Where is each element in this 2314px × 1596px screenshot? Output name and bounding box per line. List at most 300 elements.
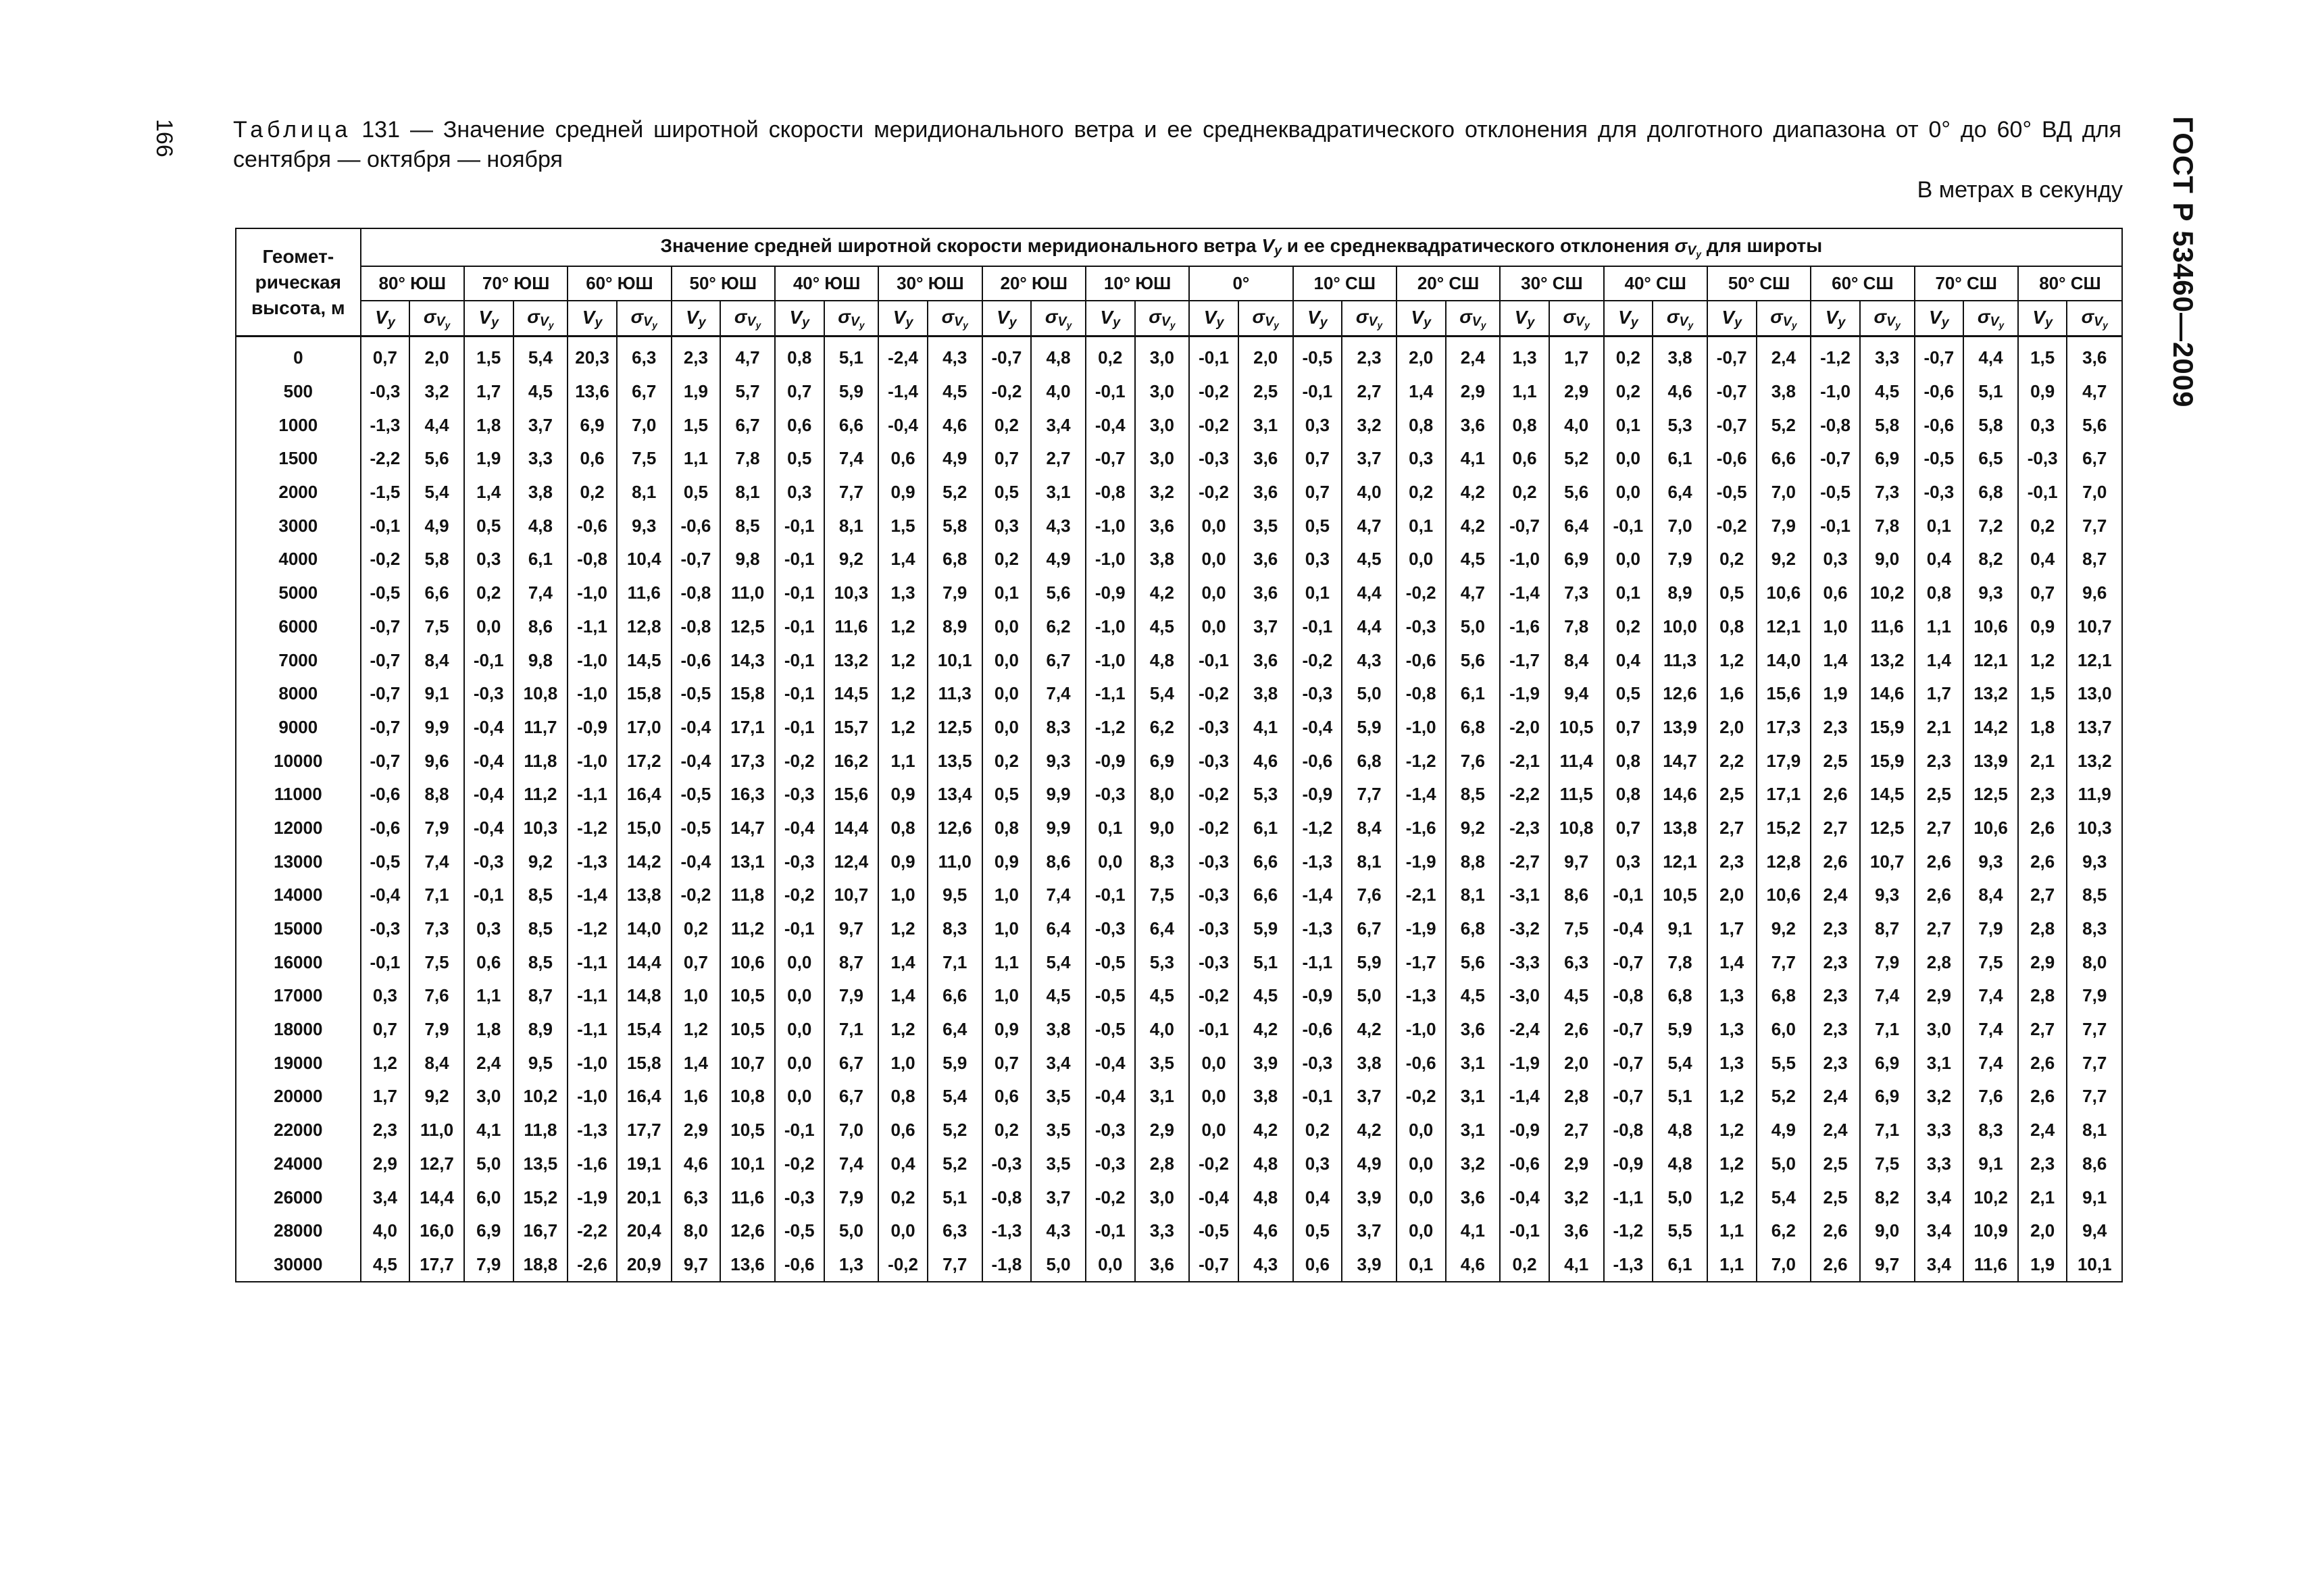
vy-cell: 0,6 <box>1293 1248 1342 1282</box>
table-row <box>236 408 2122 442</box>
sigma-cell: 3,7 <box>513 408 568 442</box>
vy-cell: -0,6 <box>568 509 617 543</box>
sigma-cell: 5,3 <box>1135 945 1190 979</box>
vy-cell: -0,4 <box>1604 912 1653 946</box>
sigma-cell: 5,4 <box>409 476 464 509</box>
sigma-cell: 12,7 <box>409 1147 464 1181</box>
height-cell: 12000 <box>236 812 361 845</box>
sigma-cell: 8,5 <box>2067 878 2122 912</box>
sigma-cell: 4,5 <box>1446 543 1501 576</box>
sigma-cell: 8,7 <box>2067 543 2122 576</box>
vy-cell: -0,1 <box>464 643 513 677</box>
vy-cell: -0,3 <box>361 375 410 409</box>
vy-cell: -0,3 <box>464 845 513 878</box>
vy-cell: 0,4 <box>1293 1180 1342 1214</box>
sigma-cell: 2,3 <box>1342 341 1397 375</box>
sigma-cell: 5,8 <box>928 509 982 543</box>
vy-cell: 1,0 <box>982 912 1032 946</box>
sigma-cell: 7,8 <box>720 442 775 476</box>
group-header <box>361 228 2122 266</box>
vy-cell: -0,6 <box>672 509 721 543</box>
sigma-cell: 4,0 <box>1135 1013 1190 1047</box>
vy-cell: 0,8 <box>775 341 824 375</box>
sigma-cell: 5,1 <box>1653 1080 1707 1114</box>
vy-cell: -0,6 <box>1397 643 1446 677</box>
latitude-header: 20° СШ <box>1397 266 1500 301</box>
sigma-vy-subheader: $\sigma_{V_y}$ <box>1653 301 1707 336</box>
vy-cell: 0,2 <box>878 1180 928 1214</box>
sigma-cell: 13,0 <box>2067 677 2122 711</box>
vy-cell: 4,1 <box>464 1114 513 1147</box>
vy-cell: -0,3 <box>775 845 824 878</box>
sigma-cell: 6,1 <box>1238 812 1293 845</box>
sigma-cell: 5,8 <box>409 543 464 576</box>
vy-cell: 2,3 <box>2018 1147 2067 1181</box>
vy-cell: 2,2 <box>1707 744 1757 778</box>
vy-cell: 2,3 <box>361 1114 410 1147</box>
sigma-cell: 10,2 <box>1963 1180 2018 1214</box>
vy-cell: -1,3 <box>1293 912 1342 946</box>
sigma-cell: 7,1 <box>1860 1013 1915 1047</box>
sigma-cell: 10,5 <box>720 979 775 1013</box>
sigma-cell: 12,1 <box>1963 643 2018 677</box>
table-row <box>236 543 2122 576</box>
sigma-cell: 8,1 <box>1342 845 1397 878</box>
sigma-cell: 7,7 <box>2067 1013 2122 1047</box>
sigma-cell: 4,1 <box>1446 442 1501 476</box>
vy-cell: -0,1 <box>775 1114 824 1147</box>
vy-cell: 0,0 <box>775 1080 824 1114</box>
vy-cell: 1,7 <box>361 1080 410 1114</box>
sigma-cell: 6,8 <box>1653 979 1707 1013</box>
vy-cell: 0,4 <box>1604 643 1653 677</box>
sigma-cell: 12,4 <box>824 845 879 878</box>
standard-header: ГОСТ Р 53460—2009 <box>2167 116 2199 408</box>
vy-cell: -0,6 <box>1293 1013 1342 1047</box>
sigma-cell: 5,3 <box>1238 778 1293 812</box>
sigma-cell: 8,1 <box>720 476 775 509</box>
height-header-line: Геомет- <box>262 245 334 267</box>
vy-cell: 0,2 <box>1604 610 1653 644</box>
sigma-cell: 7,8 <box>1653 945 1707 979</box>
vy-cell: 0,0 <box>982 610 1032 644</box>
vy-cell: 3,0 <box>1915 1013 1964 1047</box>
vy-cell: 2,3 <box>1811 1013 1860 1047</box>
vy-cell: -0,1 <box>1500 1214 1549 1248</box>
vy-cell: -0,2 <box>1293 643 1342 677</box>
sigma-cell: 4,5 <box>928 375 982 409</box>
height-cell: 15000 <box>236 912 361 946</box>
sigma-vy-subheader: $\sigma_{V_y}$ <box>1342 301 1397 336</box>
vy-cell: -0,3 <box>1189 912 1238 946</box>
vy-cell: -0,4 <box>672 744 721 778</box>
vy-cell: 0,3 <box>1293 1147 1342 1181</box>
sigma-cell: 7,3 <box>1549 576 1604 610</box>
sigma-cell: 6,6 <box>928 979 982 1013</box>
sigma-cell: 10,6 <box>1757 878 1811 912</box>
vy-cell: -0,1 <box>1086 375 1135 409</box>
sigma-cell: 4,6 <box>1238 744 1293 778</box>
sigma-cell: 4,7 <box>1342 509 1397 543</box>
sigma-cell: 14,5 <box>824 677 879 711</box>
sigma-cell: 6,4 <box>1135 912 1190 946</box>
sigma-cell: 10,5 <box>1653 878 1707 912</box>
vy-cell: 0,0 <box>775 945 824 979</box>
vy-cell: -1,1 <box>1604 1180 1653 1214</box>
sigma-cell: 3,4 <box>1031 1046 1086 1080</box>
sigma-cell: 12,1 <box>2067 643 2122 677</box>
vy-cell: -0,7 <box>1915 341 1964 375</box>
vy-cell: 0,4 <box>1915 543 1964 576</box>
table-row <box>236 744 2122 778</box>
vy-cell: 1,2 <box>878 677 928 711</box>
vy-cell: -1,4 <box>1500 576 1549 610</box>
vy-cell: -1,2 <box>568 912 617 946</box>
sigma-cell: 6,9 <box>1549 543 1604 576</box>
height-cell: 20000 <box>236 1080 361 1114</box>
vy-cell: -0,2 <box>1189 677 1238 711</box>
sigma-cell: 6,8 <box>1446 912 1501 946</box>
height-cell: 5000 <box>236 576 361 610</box>
sigma-cell: 12,8 <box>617 610 672 644</box>
vy-cell: -0,3 <box>1086 778 1135 812</box>
height-cell: 9000 <box>236 711 361 745</box>
vy-cell: 0,7 <box>1604 711 1653 745</box>
sigma-vy-subheader: $\sigma_{V_y}$ <box>1549 301 1604 336</box>
sigma-cell: 17,0 <box>617 711 672 745</box>
sigma-cell: 3,6 <box>1446 1013 1501 1047</box>
vy-cell: 2,9 <box>361 1147 410 1181</box>
height-cell: 26000 <box>236 1180 361 1214</box>
vy-cell: 2,5 <box>1707 778 1757 812</box>
vy-cell: -0,2 <box>1189 375 1238 409</box>
vy-cell: -1,0 <box>568 1046 617 1080</box>
vy-cell: -0,3 <box>775 778 824 812</box>
vy-cell: -0,7 <box>1604 1046 1653 1080</box>
sigma-cell: 4,9 <box>1342 1147 1397 1181</box>
vy-cell: 2,6 <box>1811 778 1860 812</box>
vy-cell: -0,2 <box>1189 408 1238 442</box>
vy-cell: 1,2 <box>878 711 928 745</box>
vy-cell: 0,8 <box>1604 778 1653 812</box>
vy-cell: -0,5 <box>1915 442 1964 476</box>
sigma-cell: 5,9 <box>928 1046 982 1080</box>
vy-cell: 0,1 <box>1397 1248 1446 1282</box>
vy-cell: 0,5 <box>982 778 1032 812</box>
vy-cell: 0,7 <box>672 945 721 979</box>
vy-cell: 0,0 <box>982 711 1032 745</box>
vy-cell: 0,1 <box>1604 576 1653 610</box>
sigma-cell: 15,2 <box>1757 812 1811 845</box>
vy-cell: 5,0 <box>464 1147 513 1181</box>
sigma-vy-subheader: $\sigma_{V_y}$ <box>824 301 879 336</box>
vy-cell: 2,3 <box>672 341 721 375</box>
sigma-cell: 9,9 <box>409 711 464 745</box>
sigma-cell: 2,4 <box>1757 341 1811 375</box>
sigma-cell: 18,8 <box>513 1248 568 1282</box>
sigma-cell: 2,8 <box>1549 1080 1604 1114</box>
sigma-cell: 9,7 <box>1549 845 1604 878</box>
sigma-cell: 3,1 <box>1446 1114 1501 1147</box>
sigma-cell: 7,7 <box>1757 945 1811 979</box>
sigma-cell: 5,9 <box>1342 711 1397 745</box>
vy-cell: 3,3 <box>1915 1147 1964 1181</box>
sigma-cell: 5,6 <box>1549 476 1604 509</box>
sigma-cell: 3,8 <box>1238 677 1293 711</box>
sigma-cell: 11,8 <box>720 878 775 912</box>
sigma-cell: 5,7 <box>720 375 775 409</box>
sigma-cell: 13,7 <box>2067 711 2122 745</box>
vy-cell: 2,5 <box>1811 1180 1860 1214</box>
sigma-cell: 7,3 <box>409 912 464 946</box>
sigma-cell: 10,6 <box>1963 812 2018 845</box>
vy-cell: 0,2 <box>2018 509 2067 543</box>
sigma-cell: 12,1 <box>1757 610 1811 644</box>
vy-subheader: $V_y$ <box>1604 301 1653 336</box>
sigma-cell: 8,9 <box>513 1013 568 1047</box>
vy-cell: -1,1 <box>568 778 617 812</box>
sigma-cell: 2,7 <box>1342 375 1397 409</box>
sigma-cell: 9,2 <box>513 845 568 878</box>
height-header-line: высота, м <box>251 297 345 318</box>
vy-cell: 0,3 <box>361 979 410 1013</box>
sigma-cell: 17,1 <box>720 711 775 745</box>
sigma-cell: 9,8 <box>720 543 775 576</box>
vy-cell: 1,1 <box>982 945 1032 979</box>
sigma-cell: 10,5 <box>720 1114 775 1147</box>
vy-cell: 4,6 <box>672 1147 721 1181</box>
vy-cell: 2,4 <box>1811 878 1860 912</box>
vy-cell: 0,6 <box>464 945 513 979</box>
vy-cell: -0,5 <box>1086 979 1135 1013</box>
vy-cell: 1,1 <box>1915 610 1964 644</box>
vy-cell: 0,0 <box>1604 476 1653 509</box>
sigma-cell: 4,2 <box>1238 1013 1293 1047</box>
sigma-cell: 6,1 <box>513 543 568 576</box>
vy-cell: 0,8 <box>878 1080 928 1114</box>
sigma-cell: 2,7 <box>1031 442 1086 476</box>
sigma-cell: 4,7 <box>1446 576 1501 610</box>
vy-cell: 0,1 <box>982 576 1032 610</box>
sigma-cell: 10,7 <box>824 878 879 912</box>
sigma-cell: 14,4 <box>409 1180 464 1214</box>
sigma-cell: 3,8 <box>1135 543 1190 576</box>
table-row <box>236 845 2122 878</box>
vy-cell: -0,4 <box>464 744 513 778</box>
sigma-cell: 3,6 <box>1135 1248 1190 1282</box>
vy-cell: -1,0 <box>1086 643 1135 677</box>
vy-cell: -0,7 <box>1811 442 1860 476</box>
sigma-cell: 4,8 <box>1031 341 1086 375</box>
vy-cell: 2,7 <box>1915 912 1964 946</box>
vy-cell: 0,2 <box>1397 476 1446 509</box>
sigma-cell: 11,7 <box>513 711 568 745</box>
sigma-cell: 11,3 <box>928 677 982 711</box>
vy-cell: 1,6 <box>1707 677 1757 711</box>
vy-cell: 2,5 <box>1811 744 1860 778</box>
sigma-cell: 6,4 <box>928 1013 982 1047</box>
sigma-cell: 6,9 <box>1860 442 1915 476</box>
vy-cell: 0,0 <box>1189 543 1238 576</box>
vy-cell: 1,4 <box>878 543 928 576</box>
vy-cell: 3,0 <box>464 1080 513 1114</box>
sigma-cell: 14,4 <box>617 945 672 979</box>
sigma-cell: 15,6 <box>1757 677 1811 711</box>
vy-cell: -2,7 <box>1500 845 1549 878</box>
height-cell: 11000 <box>236 778 361 812</box>
sigma-cell: 5,0 <box>1757 1147 1811 1181</box>
vy-cell: 0,7 <box>361 341 410 375</box>
sigma-cell: 16,4 <box>617 778 672 812</box>
vy-cell: 1,4 <box>1811 643 1860 677</box>
sigma-cell: 11,8 <box>513 1114 568 1147</box>
sigma-cell: 2,5 <box>1238 375 1293 409</box>
sigma-cell: 5,9 <box>1342 945 1397 979</box>
sigma-cell: 7,0 <box>2067 476 2122 509</box>
sigma-cell: 10,2 <box>513 1080 568 1114</box>
vy-cell: -0,2 <box>1397 576 1446 610</box>
sigma-cell: 3,5 <box>1031 1114 1086 1147</box>
vy-cell: 1,9 <box>672 375 721 409</box>
vy-cell: 2,7 <box>2018 878 2067 912</box>
vy-cell: 1,1 <box>878 744 928 778</box>
vy-cell: -0,4 <box>775 812 824 845</box>
vy-cell: 1,3 <box>1707 1013 1757 1047</box>
sigma-cell: 1,3 <box>824 1248 879 1282</box>
table-row <box>236 576 2122 610</box>
sigma-cell: 5,2 <box>1549 442 1604 476</box>
vy-cell: 2,3 <box>1707 845 1757 878</box>
sigma-cell: 10,1 <box>928 643 982 677</box>
sigma-cell: 7,0 <box>1757 1248 1811 1282</box>
vy-cell: 2,1 <box>2018 1180 2067 1214</box>
vy-cell: -0,1 <box>2018 476 2067 509</box>
height-column-header <box>236 228 361 336</box>
sigma-cell: 3,2 <box>1446 1147 1501 1181</box>
sigma-cell: 9,3 <box>1031 744 1086 778</box>
sigma-cell: 10,0 <box>1653 610 1707 644</box>
vy-cell: -0,3 <box>1086 1147 1135 1181</box>
vy-cell: -0,2 <box>775 1147 824 1181</box>
sigma-vy-subheader: $\sigma_{V_y}$ <box>1446 301 1501 336</box>
vy-cell: -0,3 <box>1293 1046 1342 1080</box>
sigma-cell: 8,1 <box>617 476 672 509</box>
sigma-cell: 15,0 <box>617 812 672 845</box>
vy-cell: -0,7 <box>1707 408 1757 442</box>
vy-cell: -0,7 <box>672 543 721 576</box>
vy-cell: -0,1 <box>361 509 410 543</box>
vy-cell: 1,8 <box>2018 711 2067 745</box>
vy-cell: 0,7 <box>1604 812 1653 845</box>
sigma-cell: 4,9 <box>1031 543 1086 576</box>
vy-cell: 0,2 <box>1500 476 1549 509</box>
sigma-cell: 9,3 <box>1963 576 2018 610</box>
sigma-cell: 7,9 <box>2067 979 2122 1013</box>
vy-cell: 2,6 <box>2018 1080 2067 1114</box>
vy-cell: 0,7 <box>775 375 824 409</box>
vy-cell: 0,8 <box>982 812 1032 845</box>
vy-subheader: $V_y$ <box>1086 301 1135 336</box>
sigma-cell: 4,6 <box>1238 1214 1293 1248</box>
sigma-cell: 8,0 <box>1135 778 1190 812</box>
sigma-cell: 7,5 <box>1135 878 1190 912</box>
sigma-cell: 11,6 <box>720 1180 775 1214</box>
vy-cell: 0,0 <box>1397 543 1446 576</box>
sigma-cell: 13,4 <box>928 778 982 812</box>
sigma-cell: 4,5 <box>1860 375 1915 409</box>
sigma-cell: 7,3 <box>1860 476 1915 509</box>
latitude-header: 10° ЮШ <box>1086 266 1189 301</box>
sigma-cell: 11,0 <box>409 1114 464 1147</box>
sigma-cell: 20,4 <box>617 1214 672 1248</box>
sigma-cell: 8,3 <box>928 912 982 946</box>
vy-cell: -0,2 <box>672 878 721 912</box>
vy-cell: 0,0 <box>1397 1147 1446 1181</box>
sigma-cell: 3,9 <box>1238 1046 1293 1080</box>
sigma-cell: 7,5 <box>1549 912 1604 946</box>
sigma-cell: 6,9 <box>1135 744 1190 778</box>
sigma-cell: 6,4 <box>1653 476 1707 509</box>
sigma-cell: 9,9 <box>1031 778 1086 812</box>
sigma-cell: 7,9 <box>824 1180 879 1214</box>
group-header-mid: и ее среднеквадратического отклонения <box>1286 235 1669 256</box>
sigma-cell: 4,5 <box>1135 610 1190 644</box>
sigma-cell: 5,4 <box>1031 945 1086 979</box>
sigma-cell: 7,7 <box>1342 778 1397 812</box>
sigma-cell: 5,1 <box>1963 375 2018 409</box>
vy-cell: 3,3 <box>1915 1114 1964 1147</box>
vy-cell: -0,1 <box>1293 375 1342 409</box>
height-cell: 500 <box>236 375 361 409</box>
sigma-cell: 5,9 <box>1653 1013 1707 1047</box>
sigma-cell: 6,7 <box>824 1046 879 1080</box>
latitude-header: 50° ЮШ <box>672 266 775 301</box>
vy-cell: 1,0 <box>878 1046 928 1080</box>
sigma-cell: 9,5 <box>928 878 982 912</box>
vy-cell: 2,4 <box>1811 1114 1860 1147</box>
sigma-cell: 6,2 <box>1031 610 1086 644</box>
vy-cell: -1,2 <box>1811 341 1860 375</box>
vy-cell: 1,3 <box>878 576 928 610</box>
vy-cell: -1,0 <box>568 643 617 677</box>
vy-cell: -1,3 <box>568 845 617 878</box>
sigma-cell: 4,2 <box>1342 1114 1397 1147</box>
sigma-cell: 4,9 <box>928 442 982 476</box>
sigma-cell: 3,8 <box>1757 375 1811 409</box>
vy-cell: 0,6 <box>878 442 928 476</box>
sigma-cell: 2,0 <box>409 341 464 375</box>
sigma-cell: 7,7 <box>2067 1046 2122 1080</box>
vy-cell: 0,1 <box>1397 509 1446 543</box>
vy-cell: 1,2 <box>878 1013 928 1047</box>
vy-cell: -0,6 <box>1915 375 1964 409</box>
sigma-cell: 3,2 <box>409 375 464 409</box>
sigma-cell: 2,0 <box>1549 1046 1604 1080</box>
sigma-cell: 3,6 <box>1238 643 1293 677</box>
vy-subheader: $V_y$ <box>1397 301 1446 336</box>
sigma-cell: 4,5 <box>1446 979 1501 1013</box>
sigma-cell: 6,6 <box>409 576 464 610</box>
sigma-cell: 4,8 <box>1653 1147 1707 1181</box>
vy-cell: -1,4 <box>1500 1080 1549 1114</box>
sigma-cell: 4,8 <box>1135 643 1190 677</box>
latitude-header: 80° СШ <box>2018 266 2122 301</box>
sigma-cell: 14,7 <box>720 812 775 845</box>
sigma-cell: 3,2 <box>1549 1180 1604 1214</box>
sigma-cell: 3,9 <box>1342 1248 1397 1282</box>
sigma-cell: 4,1 <box>1549 1248 1604 1282</box>
height-cell: 14000 <box>236 878 361 912</box>
